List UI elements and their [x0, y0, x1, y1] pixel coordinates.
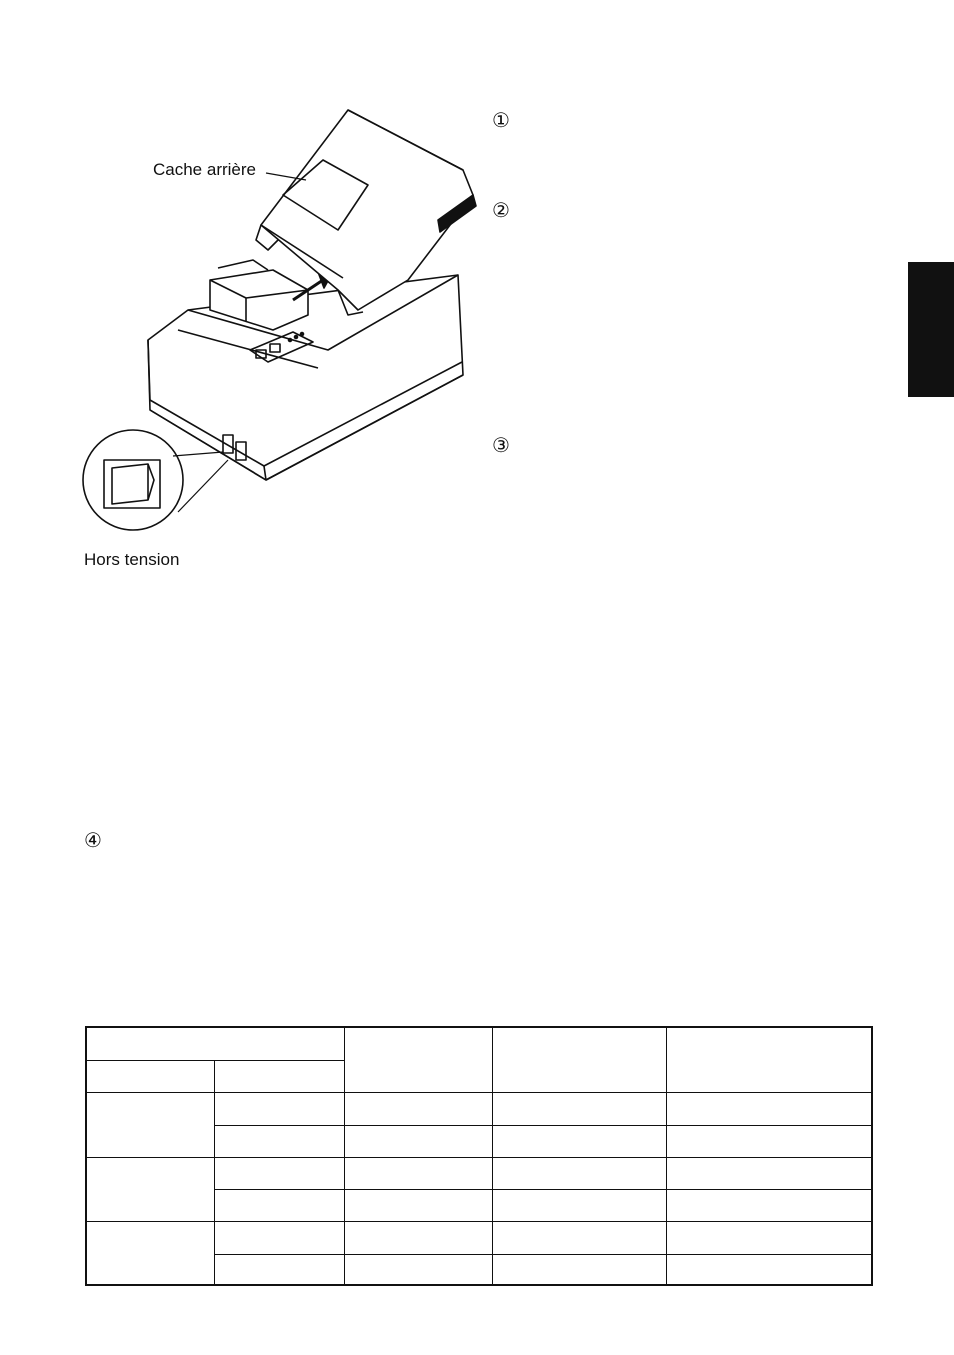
table-cell: [86, 1157, 214, 1221]
table-cell: [214, 1092, 344, 1125]
table-header-cell: [344, 1027, 492, 1092]
table-cell: [666, 1092, 872, 1125]
table-cell: [666, 1125, 872, 1157]
printer-illustration: [78, 100, 478, 570]
table-header-cell: [86, 1060, 214, 1092]
table-cell: [214, 1221, 344, 1254]
table-cell: [214, 1189, 344, 1221]
table-cell: [214, 1157, 344, 1189]
power-off-callout: Hors tension: [84, 550, 180, 569]
table-cell: [666, 1189, 872, 1221]
step-marker-3: ③: [492, 435, 510, 457]
table-cell: [214, 1254, 344, 1285]
table-cell: [344, 1092, 492, 1125]
spec-table: [85, 1026, 873, 1286]
table-cell: [86, 1092, 214, 1157]
table-cell: [344, 1125, 492, 1157]
table-cell: [666, 1221, 872, 1254]
table-cell: [214, 1125, 344, 1157]
table-cell: [344, 1189, 492, 1221]
table-cell: [492, 1125, 666, 1157]
table-cell: [344, 1221, 492, 1254]
table-cell: [666, 1157, 872, 1189]
table-row: [86, 1157, 872, 1189]
table-cell: [492, 1092, 666, 1125]
table-cell: [86, 1221, 214, 1285]
table-header-cell: [214, 1060, 344, 1092]
table-row: [86, 1221, 872, 1254]
switch-magnifier: [83, 430, 183, 530]
table-cell: [492, 1254, 666, 1285]
table-header-cell: [666, 1027, 872, 1092]
table-cell: [344, 1254, 492, 1285]
table-row: [86, 1092, 872, 1125]
table-cell: [666, 1254, 872, 1285]
table-cell: [492, 1157, 666, 1189]
step-marker-1: ①: [492, 110, 510, 132]
table-cell: [492, 1221, 666, 1254]
table-cell: [492, 1189, 666, 1221]
table-header-cell: [492, 1027, 666, 1092]
step-marker-2: ②: [492, 200, 510, 222]
section-tab-marker: [908, 262, 954, 397]
step-marker-4: ④: [84, 830, 102, 852]
rear-cover-callout: Cache arrière: [153, 160, 256, 179]
table-cell: [344, 1157, 492, 1189]
table-header-cell: [86, 1027, 344, 1060]
